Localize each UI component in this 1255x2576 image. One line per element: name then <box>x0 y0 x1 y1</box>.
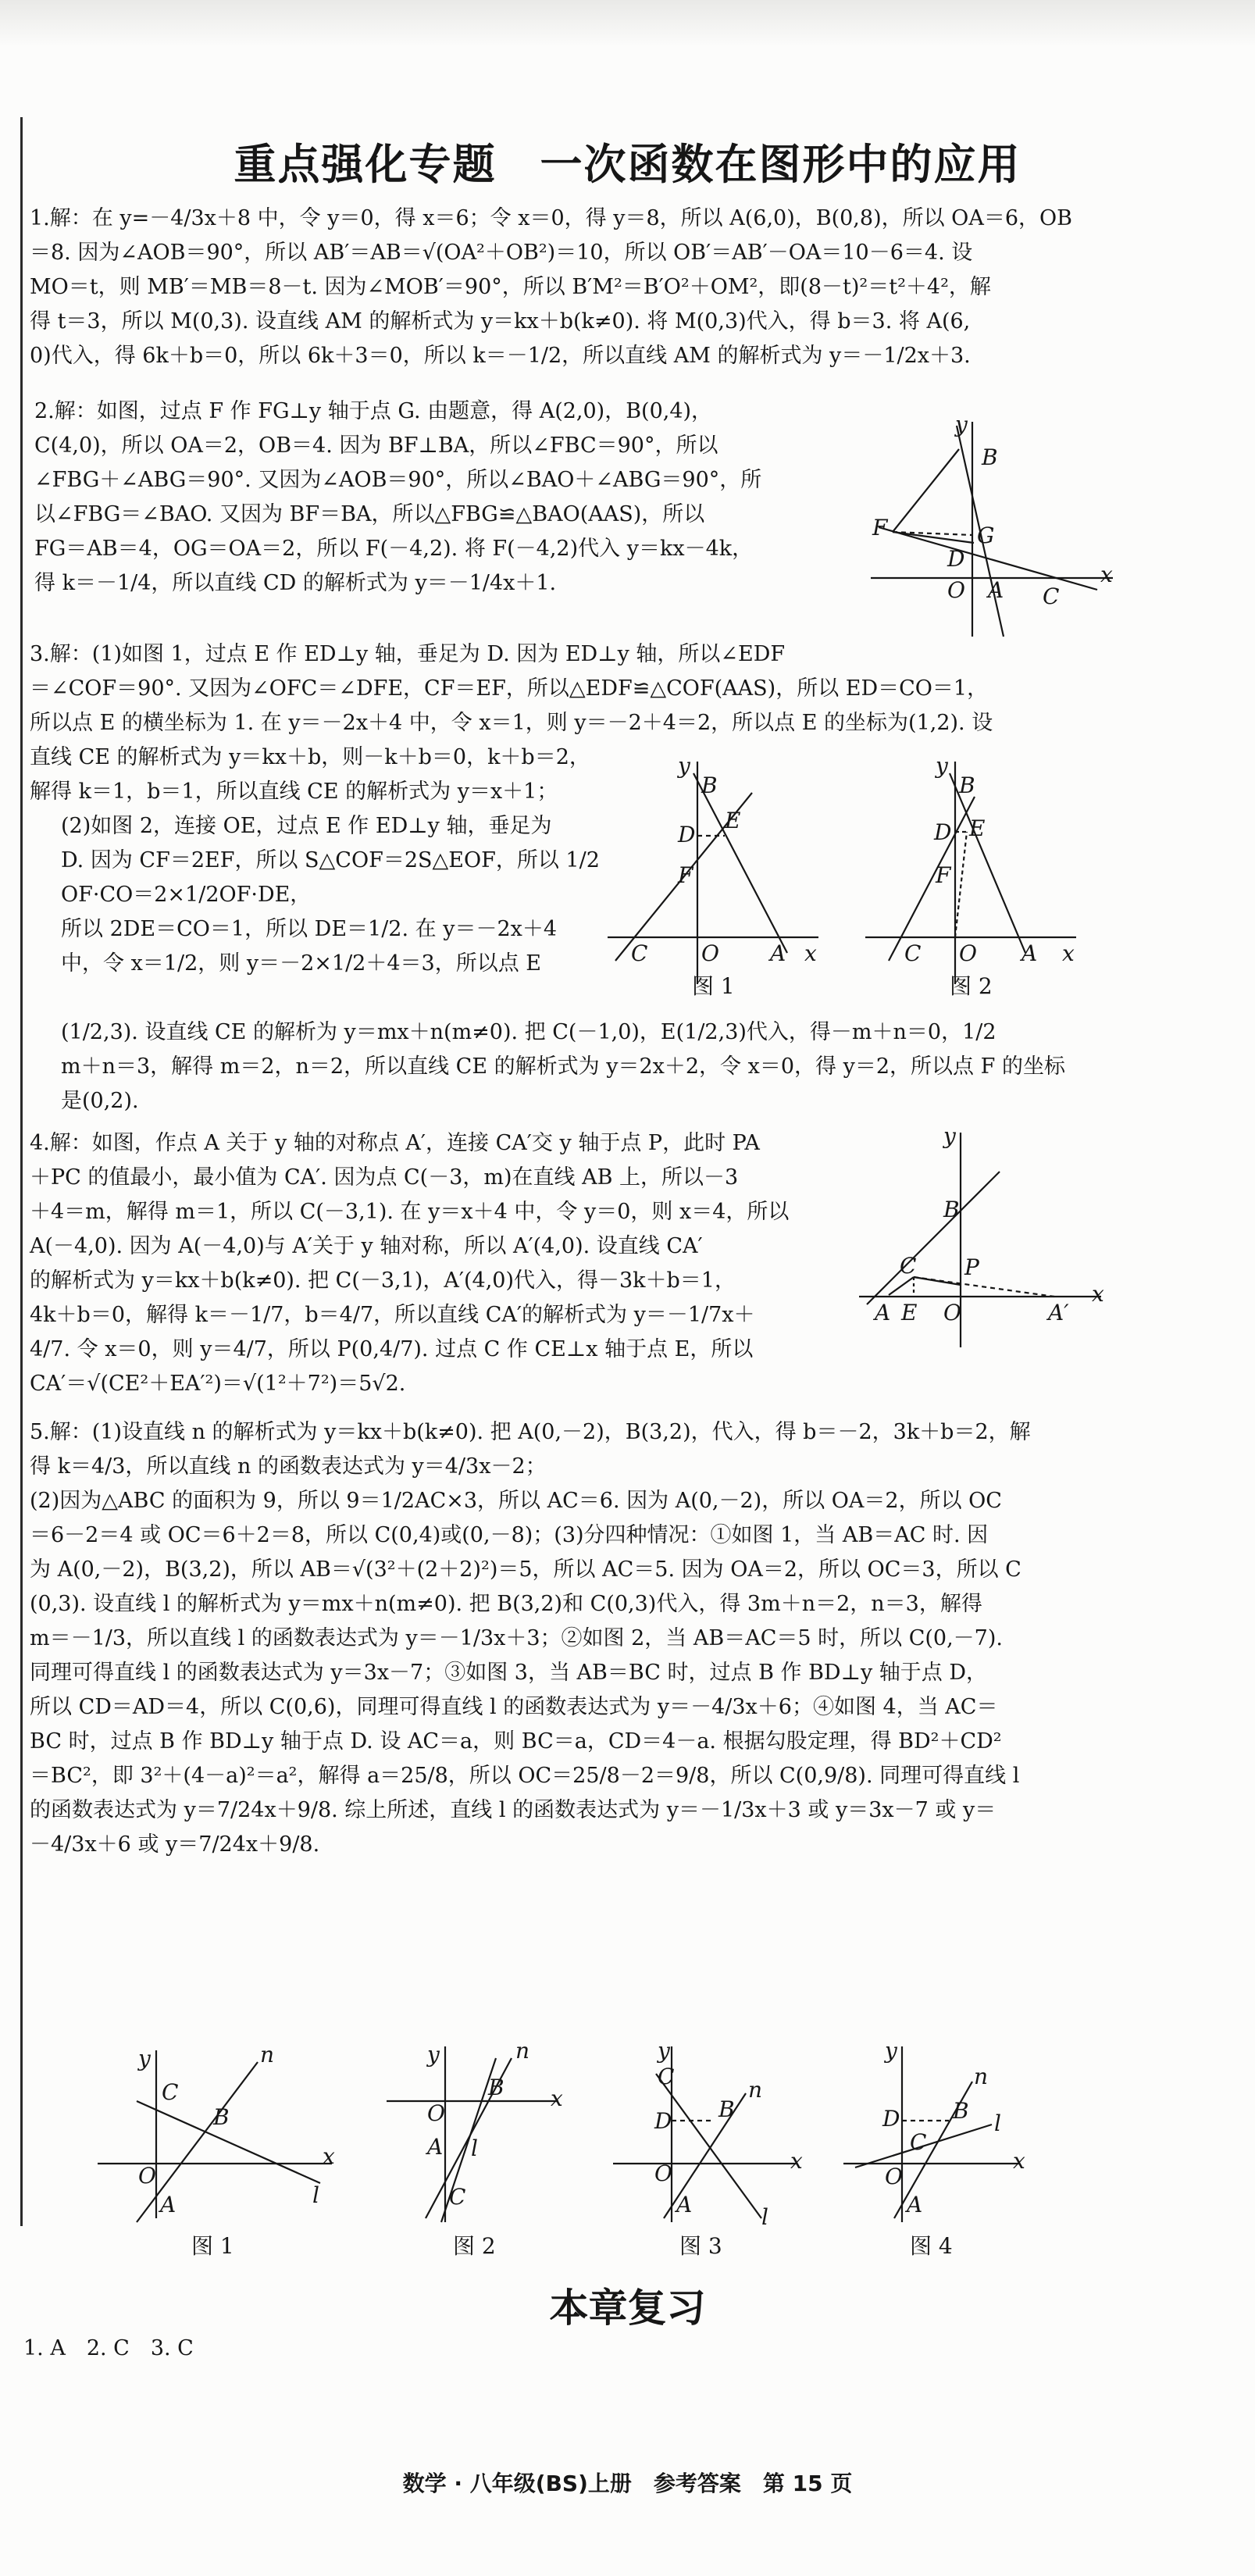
label-C: C <box>162 2079 179 2105</box>
caption-fig1: 图 1 <box>692 973 735 999</box>
label-y: y <box>427 2042 440 2068</box>
label-B: B <box>718 2096 735 2122</box>
problem-1: 1.解：在 y=－4/3x＋8 中，令 y＝0，得 x＝6；令 x＝0，得 y＝8，所以 A(6,0)，B(0,8)，所以 OA＝6，OB ＝8. 因为∠AOB＝90°，所以 AB′＝AB＝√(OA²＋OB²)＝10，所以 OB′＝AB′－OA＝10－6＝4. 设 MO＝t，则 MB′＝MB＝8－t. 因为∠MOB′＝90°，所以 B′M²＝B′O²＋OM²，即(8－t)²＝t²＋4²，解 得 t＝3，所以 M(0,3). 设直线 AM 的解析式为 y＝kx＋b(k≠0). 将 M(0,3)代入，得 b＝3. 将 A(6, 0)代入，得 6k＋b＝0，所以 6k＋3＝0，所以 k＝－1/2，所以直线 AM 的解析式为 y＝－1/2x＋3. <box>30 206 1072 368</box>
label-n: n <box>748 2077 763 2103</box>
label-B: B <box>959 772 975 798</box>
label-C: C <box>900 1253 917 1279</box>
figure-problem-5-fig3 <box>609 2039 828 2265</box>
label-A: A <box>676 2192 693 2217</box>
label-O: O <box>654 2160 672 2186</box>
label-B: B <box>953 2098 969 2124</box>
figure-problem-2 <box>855 410 1121 644</box>
label-A: A <box>160 2192 176 2217</box>
label-F: F <box>936 862 951 888</box>
label-A: A <box>1021 940 1038 966</box>
problem-3-part3: (1/2,3). 设直线 CE 的解析为 y＝mx＋n(m≠0). 把 C(－1,0)，E(1/2,3)代入，得－m＋n＝0，1/2 m＋n＝3，解得 m＝2，n＝2，所以直线 CE 的解析式为 y＝2x＋2，令 x＝0，得 y＝2，所以点 F 的坐标 是(0,2). <box>61 1020 1065 1113</box>
label-n: n <box>515 2039 530 2064</box>
label-A: A <box>770 940 786 966</box>
label-A-prime: A′ <box>1048 1300 1069 1325</box>
label-C: C <box>449 2184 466 2210</box>
label-x: x <box>804 940 817 966</box>
label-x: x <box>790 2148 803 2174</box>
figure-problem-5-fig1 <box>90 2039 348 2265</box>
label-y: y <box>885 2039 897 2064</box>
problem-2: 2.解：如图，过点 F 作 FG⊥y 轴于点 G. 由题意，得 A(2,0)，B(0,4)， C(4,0)，所以 OA＝2，OB＝4. 因为 BF⊥BA，所以∠FBC＝90°，所以 ∠FBG＋∠ABG＝90°. 又因为∠AOB＝90°，所以∠BAO＋∠ABG＝90°，所 以∠FBG＝∠BAO. 又因为 BF＝BA，所以△FBG≌△BAO(AAS)，所以 FG＝AB＝4，OG＝OA＝2，所以 F(－4,2). 将 F(－4,2)代入 y＝kx－4k， 得 k＝－1/4，所以直线 CD 的解析式为 y＝－1/4x＋1. <box>34 399 762 595</box>
figure-problem-4 <box>843 1125 1109 1351</box>
label-y: y <box>955 412 968 437</box>
review-answers: 1. A 2. C 3. C <box>23 2336 194 2360</box>
label-l: l <box>471 2135 478 2161</box>
problem-5: 5.解：(1)设直线 n 的解析式为 y＝kx＋b(k≠0). 把 A(0,－2)，B(3,2)，代入，得 b＝－2，3k＋b＝2，解 得 k＝4/3，所以直线 n 的函数表达式为 y＝4/3x－2； (2)因为△ABC 的面积为 9，所以 9＝1/2AC×3，所以 AC＝6. 因为 A(0,－2)，所以 OA＝2，所以 OC ＝6－2＝4 或 OC＝6＋2＝8，所以 C(0,4)或(0,－8)；(3)分四种情况：①如图 1，当 AB＝AC 时. 因 为 A(0,－2)，B(3,2)，所以 AB＝√(3²＋(2＋2)²)＝5，所以 AC＝5. 因为 OA＝2，所以 OC＝3，所以 C (0,3). 设直线 l 的解析式为 y＝mx＋n(m≠0). 把 B(3,2)和 C(0,3)代入，得 3m＋n＝2，n＝3，解得 m＝－1/3，所以直线 l 的函数表达式为 y＝－1/3x＋3；②如图 2，当 AB＝AC＝5 时，所以 C(0,－7). 同理可得直线 l 的函数表达式为 y＝3x－7；③如图 3，当 AB＝BC 时，过点 B 作 BD⊥y 轴于点 D， 所以 CD＝AD＝4，所以 C(0,6)，同理可得直线 l 的函数表达式为 y＝－4/3x＋6；④如图 4，当 AC＝ BC 时，过点 B 作 BD⊥y 轴于点 D. 设 AC＝a，则 BC＝a，CD＝4－a. 根据勾股定理，得 BD²＋CD² ＝BC²，即 3²＋(4－a)²＝a²，解得 a＝25/8，所以 OC＝25/8－2＝9/8，所以 C(0,9/8). 同理可得直线 l 的函数表达式为 y＝7/24x＋9/8. 综上所述，直线 l 的函数表达式为 y＝－1/3x＋3 或 y＝3x－7 或 y＝ －4/3x＋6 或 y＝7/24x＋9/8. <box>30 1420 1031 1857</box>
label-x: x <box>1100 562 1113 587</box>
label-O: O <box>701 940 719 966</box>
label-O: O <box>959 940 977 966</box>
label-F: F <box>678 862 693 888</box>
label-C: C <box>1043 583 1060 609</box>
label-O: O <box>427 2100 445 2126</box>
label-B: B <box>488 2075 504 2100</box>
label-O: O <box>943 1300 961 1325</box>
label-B: B <box>213 2104 230 2130</box>
caption-fig4: 图 4 <box>910 2233 953 2259</box>
label-A: A <box>907 2192 923 2217</box>
label-l: l <box>994 2110 1001 2136</box>
label-D: D <box>678 822 696 847</box>
label-x: x <box>1092 1281 1104 1307</box>
scan-shadow <box>0 0 1255 47</box>
chapter-review-title: 本章复习 <box>549 2285 706 2331</box>
label-l: l <box>312 2182 319 2208</box>
problem-3-part2: (2)如图 2，连接 OE，过点 E 作 ED⊥y 轴，垂足为 D. 因为 CF＝2EF，所以 S△COF＝2S△EOF，所以 1/2 OF·CO＝2×1/2OF·DE， 所以 2DE＝CO＝1，所以 DE＝1/2. 在 y＝－2x＋4 中，令 x＝1/2，则 y＝－2×1/2＋4＝3，所以点 E <box>61 814 600 976</box>
label-x: x <box>1062 940 1075 966</box>
label-D: D <box>654 2108 672 2134</box>
label-A: A <box>427 2134 444 2160</box>
label-x: x <box>1013 2148 1025 2174</box>
caption-fig2: 图 2 <box>950 973 993 999</box>
label-x: x <box>323 2143 335 2169</box>
label-E: E <box>901 1300 918 1325</box>
figure-problem-5-fig2 <box>379 2039 605 2265</box>
caption-fig2: 图 2 <box>453 2233 496 2259</box>
label-C: C <box>658 2064 675 2089</box>
caption-fig1: 图 1 <box>191 2233 234 2259</box>
caption-fig3: 图 3 <box>679 2233 722 2259</box>
label-E: E <box>969 815 986 841</box>
label-F: F <box>872 515 888 541</box>
label-E: E <box>725 808 741 833</box>
label-D: D <box>882 2106 900 2132</box>
label-C: C <box>910 2129 927 2155</box>
label-l: l <box>761 2204 768 2230</box>
label-y: y <box>943 1125 956 1149</box>
problem-4: 4.解：如图，作点 A 关于 y 轴的对称点 A′，连接 CA′交 y 轴于点 P，此时 PA ＋PC 的值最小，最小值为 CA′. 因为点 C(－3，m)在直线 AB 上，所以－3 ＋4＝m，解得 m＝1，所以 C(－3,1). 在 y＝x＋4 中，令 y＝0，则 x＝4，所以 A(－4,0). 因为 A(－4,0)与 A′关于 y 轴对称，所以 A′(4,0). 设直线 CA′ 的解析式为 y＝kx＋b(k≠0). 把 C(－3,1)，A′(4,0)代入，得－3k＋b＝1， 4k＋b＝0，解得 k＝－1/7，b＝4/7，所以直线 CA′的解析式为 y＝－1/7x＋ 4/7. 令 x＝0，则 y＝4/7，所以 P(0,4/7). 过点 C 作 CE⊥x 轴于点 E，所以 CA′＝√(CE²＋EA′²)＝√(1²＋7²)＝5√2. <box>30 1131 790 1396</box>
label-C: C <box>904 940 922 966</box>
label-A: A <box>988 577 1004 603</box>
label-O: O <box>885 2164 903 2189</box>
page-footer: 数学 · 八年级(BS)上册 参考答案 第 15 页 <box>402 2471 853 2496</box>
label-y: y <box>658 2039 670 2064</box>
label-x: x <box>551 2085 563 2111</box>
label-G: G <box>977 523 995 548</box>
label-y: y <box>138 2046 151 2071</box>
figure-problem-5-fig4 <box>840 2039 1050 2265</box>
label-y: y <box>936 753 948 779</box>
label-n: n <box>974 2064 989 2089</box>
label-B: B <box>943 1197 960 1222</box>
label-D: D <box>934 819 952 845</box>
figure-problem-3-fig1 <box>600 750 834 1000</box>
label-n: n <box>260 2042 275 2068</box>
left-margin-line <box>20 117 23 2226</box>
label-O: O <box>947 577 965 603</box>
label-P: P <box>964 1254 979 1280</box>
label-B: B <box>982 444 998 470</box>
label-A: A <box>875 1300 891 1325</box>
label-y: y <box>678 753 690 779</box>
label-D: D <box>947 546 965 572</box>
label-C: C <box>631 940 648 966</box>
page-title: 重点强化专题 一次函数在图形中的应用 <box>234 140 1021 189</box>
problem-3-part1: 3.解：(1)如图 1，过点 E 作 ED⊥y 轴，垂足为 D. 因为 ED⊥y 轴，所以∠EDF ＝∠COF＝90°. 又因为∠OFC＝∠DFE，CF＝EF，所以△EDF≌△COF(AAS)，所以 ED＝CO＝1， 所以点 E 的横坐标为 1. 在 y＝－2x＋4 中，令 x＝1，则 y＝－2＋4＝2，所以点 E 的坐标为(1,2). 设 直线 CE 的解析式为 y＝kx＋b，则－k＋b＝0，k＋b＝2， 解得 k＝1，b＝1，所以直线 CE 的解析式为 y＝x＋1； <box>30 642 993 804</box>
label-O: O <box>138 2163 156 2189</box>
figure-problem-3-fig2 <box>857 750 1092 1000</box>
label-B: B <box>701 772 718 798</box>
